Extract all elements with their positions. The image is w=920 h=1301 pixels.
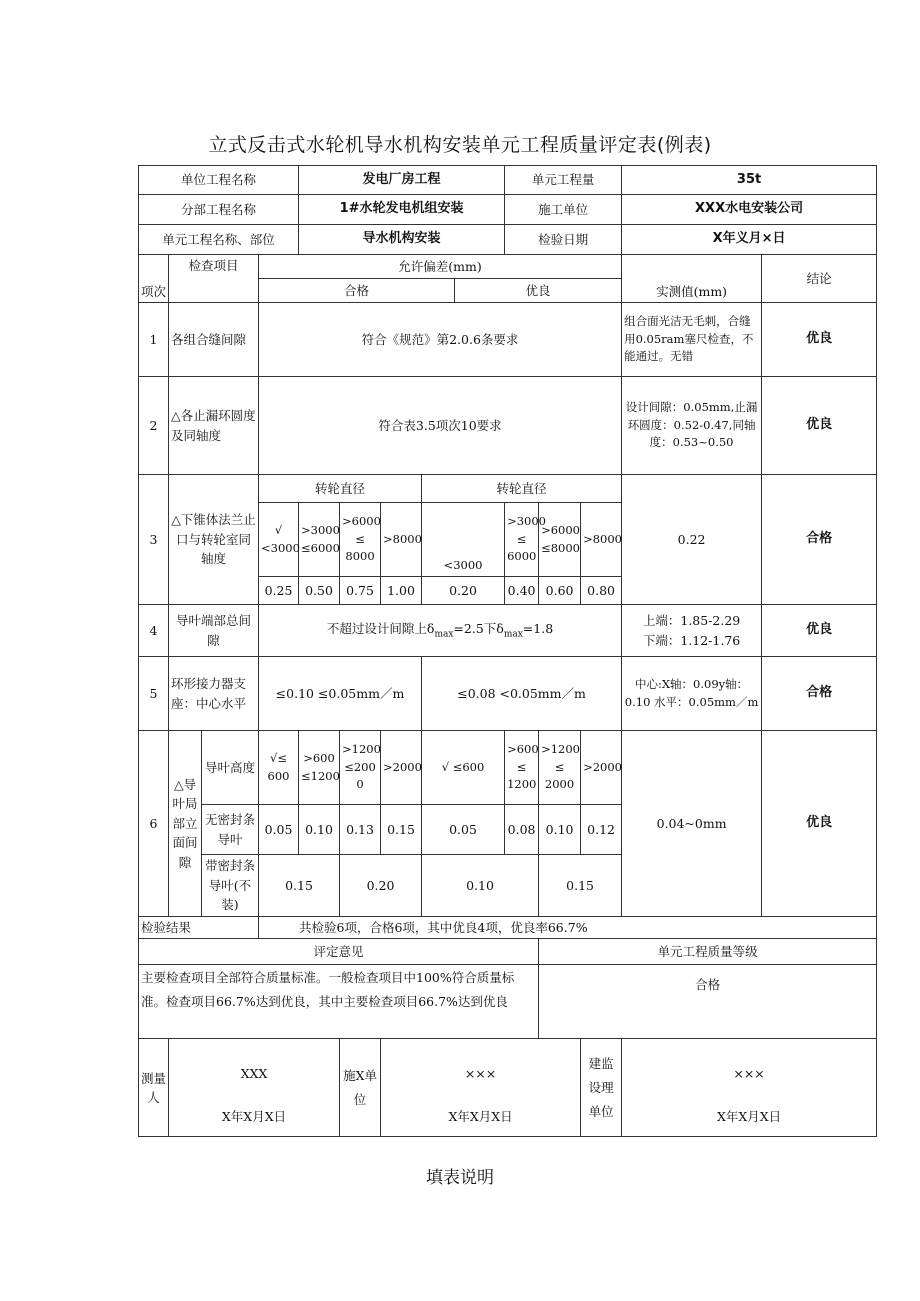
grade-label: 单元工程质量等级 bbox=[539, 939, 877, 965]
row1-result: 优良 bbox=[762, 303, 877, 377]
row6-q-val: 0.15 bbox=[381, 805, 422, 855]
row6-q-head: >2000 bbox=[381, 731, 422, 805]
row3-result: 合格 bbox=[762, 475, 877, 605]
row5-no: 5 bbox=[139, 657, 169, 731]
row1-allowance: 符合《规范》第2.0.6条要求 bbox=[259, 303, 622, 377]
row2-item: △各止漏环圆度及同轴度 bbox=[169, 377, 259, 475]
row4-sub-max: max bbox=[503, 629, 523, 640]
row6-q-head: >600 ≤1200 bbox=[299, 731, 340, 805]
row3-measured: 0.22 bbox=[622, 475, 762, 605]
row3-q-val: 1.00 bbox=[381, 577, 422, 605]
row4-allow-end: =1.8 bbox=[522, 620, 554, 636]
row6-no: 6 bbox=[139, 731, 169, 917]
row1-no: 1 bbox=[139, 303, 169, 377]
row3-e-head: >8000 bbox=[581, 503, 622, 577]
row2-result: 优良 bbox=[762, 377, 877, 475]
row4-measured-top: 上端：1.85-2.29 bbox=[642, 613, 741, 629]
row6-e-head: >2000 bbox=[581, 731, 622, 805]
sig3-date: X年X月X日 bbox=[716, 1108, 782, 1124]
row1-item: 各组合缝间隙 bbox=[169, 303, 259, 377]
inspection-label: 检验结果 bbox=[139, 917, 259, 939]
row6-e-head: >1200 ≤ 2000 bbox=[539, 731, 581, 805]
row6-q-val: 0.05 bbox=[259, 805, 299, 855]
value-contractor: XXX水电安装公司 bbox=[622, 195, 877, 225]
row4-item: 导叶端部总间隙 bbox=[169, 605, 259, 657]
sig2-name: ××× bbox=[464, 1065, 497, 1081]
quality-table-wrapper bbox=[138, 165, 850, 1137]
row5-excellent: ≤0.08 <0.05mm／m bbox=[422, 657, 622, 731]
inspection-value: 共检验6项，合格6项，其中优良4项，优良率66.7% bbox=[259, 917, 877, 939]
row3-no: 3 bbox=[139, 475, 169, 605]
row3-item: △下锥体法兰止口与转轮室同轴度 bbox=[169, 475, 259, 605]
row6-e-val: 0.05 bbox=[422, 805, 505, 855]
row6-q-val: 0.13 bbox=[340, 805, 381, 855]
row5-measured: 中心:X轴：0.09y轴：0.10 水平：0.05mm／m bbox=[622, 657, 762, 731]
row3-e-head: >6000 ≤8000 bbox=[539, 503, 581, 577]
row6-e-val: 0.10 bbox=[539, 805, 581, 855]
fill-instructions-title: 填表说明 bbox=[426, 1168, 494, 1188]
label-inspection-date: 检验日期 bbox=[505, 225, 622, 255]
value-inspection-date: X年义月×日 bbox=[622, 225, 877, 255]
evaluation-text: 主要检查项目全部符合质量标准。一般检查项目中100%符合质量标准。检查项目66.7%达到优良，其中主要检查项目66.7%达到优良 bbox=[139, 965, 539, 1039]
row6-result: 优良 bbox=[762, 731, 877, 917]
row6-q-seal: 0.15 bbox=[259, 855, 340, 917]
row3-e-val: 0.40 bbox=[505, 577, 539, 605]
row6-q-val: 0.10 bbox=[299, 805, 340, 855]
row6-e-val: 0.08 bbox=[505, 805, 539, 855]
row3-e-head: <3000 bbox=[422, 503, 505, 577]
row3-e-head: >3000 ≤ 6000 bbox=[505, 503, 539, 577]
row2-allowance: 符合表3.5项次10要求 bbox=[259, 377, 622, 475]
row3-sub-qualified: 转轮直径 bbox=[259, 475, 422, 503]
row6-sub-height: 导叶高度 bbox=[202, 731, 259, 805]
col-qualified: 合格 bbox=[259, 279, 455, 303]
row3-q-val: 0.50 bbox=[299, 577, 340, 605]
row6-e-seal: 0.15 bbox=[539, 855, 622, 917]
col-conclusion: 结论 bbox=[762, 255, 877, 303]
row6-q-head: >1200 ≤200 0 bbox=[340, 731, 381, 805]
row3-q-val: 0.25 bbox=[259, 577, 299, 605]
grade-value: 合格 bbox=[539, 965, 877, 1039]
row6-sub-no-seal: 无密封条导叶 bbox=[202, 805, 259, 855]
sig1-name: XXX bbox=[240, 1065, 268, 1081]
row2-no: 2 bbox=[139, 377, 169, 475]
row4-allow-mid: =2.5下δ bbox=[453, 620, 504, 636]
row3-q-head: √ <3000 bbox=[259, 503, 299, 577]
row4-sub-max: max bbox=[434, 629, 454, 640]
sig3-name: ××× bbox=[733, 1065, 765, 1081]
label-contractor: 施工单位 bbox=[505, 195, 622, 225]
row6-e-head: √ ≤600 bbox=[422, 731, 505, 805]
row3-e-val: 0.20 bbox=[422, 577, 505, 605]
col-excellent: 优良 bbox=[455, 279, 622, 303]
row5-result: 合格 bbox=[762, 657, 877, 731]
row5-item: 环形接力器支座：中心水平 bbox=[169, 657, 259, 731]
value-unit-project: 发电厂房工程 bbox=[299, 166, 505, 195]
row4-measured bbox=[622, 605, 762, 657]
col-measured: 实测值(mm) bbox=[622, 255, 762, 303]
label-unit-quantity: 单元工程量 bbox=[505, 166, 622, 195]
row6-item: △导叶局部立面间隙 bbox=[169, 731, 202, 917]
row3-e-val: 0.60 bbox=[539, 577, 581, 605]
row3-q-head: >3000 ≤6000 bbox=[299, 503, 340, 577]
row5-qualified: ≤0.10 ≤0.05mm／m bbox=[259, 657, 422, 731]
row4-allow-pre: 不超过设计间隙上δ bbox=[326, 620, 435, 636]
row4-no: 4 bbox=[139, 605, 169, 657]
row6-q-head: √≤ 600 bbox=[259, 731, 299, 805]
row6-e-head: >600 ≤ 1200 bbox=[505, 731, 539, 805]
value-sub-project: 1#水轮发电机组安装 bbox=[299, 195, 505, 225]
row6-e-val: 0.12 bbox=[581, 805, 622, 855]
sig2-role: 施X单位 bbox=[340, 1039, 381, 1137]
page-title: 立式反击式水轮机导水机构安装单元工程质量评定表(例表) bbox=[208, 134, 712, 156]
sig3-box bbox=[622, 1039, 877, 1137]
row4-result: 优良 bbox=[762, 605, 877, 657]
quality-evaluation-table bbox=[138, 165, 877, 1137]
label-unit-name: 单元工程名称、部位 bbox=[139, 225, 299, 255]
row3-q-head: >6000 ≤ 8000 bbox=[340, 503, 381, 577]
sig1-box bbox=[169, 1039, 340, 1137]
row4-allowance bbox=[259, 605, 622, 657]
sig2-date: X年X月X日 bbox=[448, 1108, 513, 1124]
row3-sub-excellent: 转轮直径 bbox=[422, 475, 622, 503]
row3-q-head: >8000 bbox=[381, 503, 422, 577]
label-unit-project: 单位工程名称 bbox=[139, 166, 299, 195]
row1-measured: 组合面光洁无毛刺，合缝用0.05ram塞尺检查，不能通过。无错 bbox=[622, 303, 762, 377]
col-allowance: 允许偏差(mm) bbox=[259, 255, 622, 279]
sig3-role: 建监设理单位 bbox=[581, 1039, 622, 1137]
col-seq: 项次 bbox=[139, 255, 169, 303]
row6-measured: 0.04~0mm bbox=[622, 731, 762, 917]
value-unit-quantity: 35t bbox=[622, 166, 877, 195]
row3-e-val: 0.80 bbox=[581, 577, 622, 605]
row6-e-seal: 0.10 bbox=[422, 855, 539, 917]
row6-sub-with-seal: 带密封条导叶(不装) bbox=[202, 855, 259, 917]
value-unit-name: 导水机构安装 bbox=[299, 225, 505, 255]
evaluation-label: 评定意见 bbox=[139, 939, 539, 965]
row2-measured: 设计间隙：0.05mm,止漏环圆度：0.52-0.47,同轴度：0.53~0.50 bbox=[622, 377, 762, 475]
col-item: 检查项目 bbox=[169, 255, 259, 303]
row3-q-val: 0.75 bbox=[340, 577, 381, 605]
sig2-box bbox=[381, 1039, 581, 1137]
sig1-date: X年X月X日 bbox=[221, 1108, 287, 1124]
label-sub-project: 分部工程名称 bbox=[139, 195, 299, 225]
row6-q-seal: 0.20 bbox=[340, 855, 422, 917]
sig1-role: 测量人 bbox=[139, 1039, 169, 1137]
row4-measured-bottom: 下端：1.12-1.76 bbox=[642, 632, 741, 648]
